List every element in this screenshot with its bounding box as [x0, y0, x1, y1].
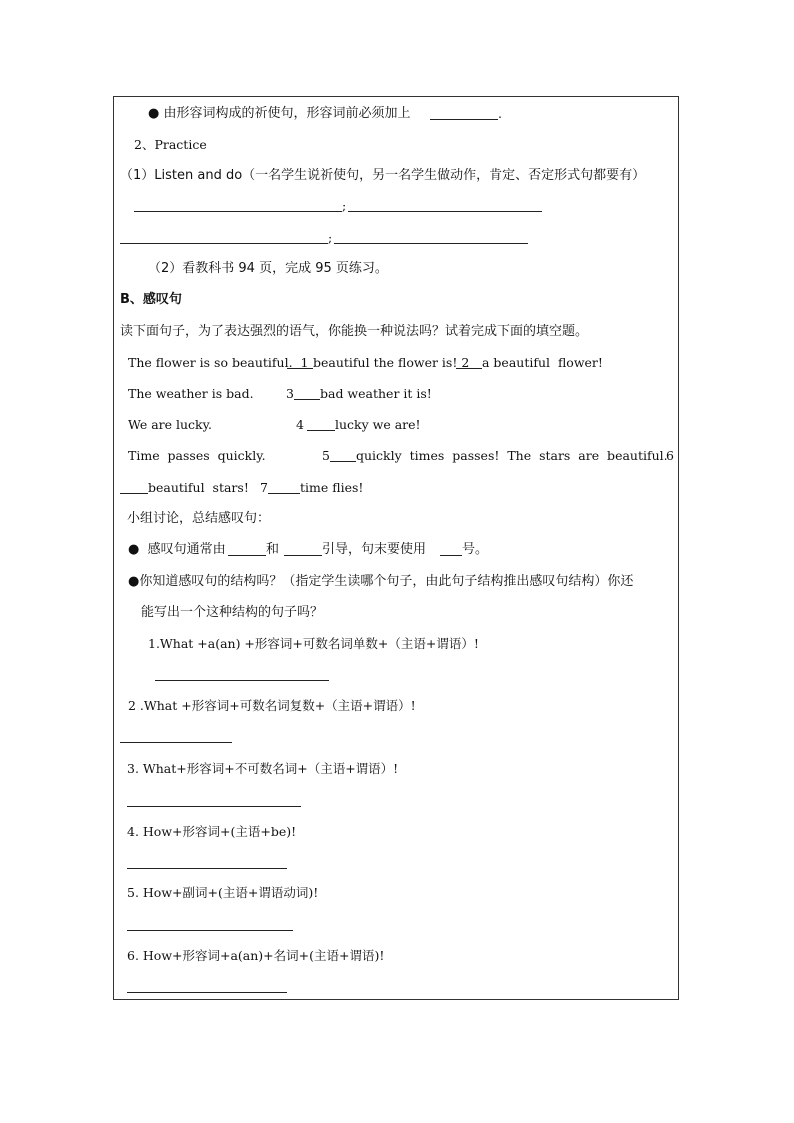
exclamatory-rule-b: 和 [266, 542, 280, 557]
sentence-1: The flower is so beautiful. 1 [128, 355, 309, 370]
answer-blank[interactable] [120, 243, 328, 244]
structure-question-cont: 能写出一个这种结构的句子吗？ [141, 605, 324, 620]
answer-line-2[interactable] [120, 742, 232, 743]
section-heading-exclamatory: B、感叹句 [120, 292, 182, 307]
sentence-1b: beautiful the flower is! 2 [313, 355, 470, 370]
exclamatory-rule-d: 号。 [462, 542, 489, 557]
sentence-5: beautiful stars! [148, 480, 249, 495]
sentence-1c: a beautiful flower! [482, 355, 603, 370]
separator: ; [342, 198, 347, 213]
sentence-4b: quickly times passes! The stars are beautiful. [356, 448, 668, 463]
sentence-3: We are lucky. [128, 417, 212, 432]
answer-line-5[interactable] [127, 930, 293, 931]
structure-2: 2 .What +形容词+可数名词复数+（主语+谓语）! [128, 698, 416, 713]
separator: ; [328, 230, 333, 245]
structure-question: ●你知道感叹句的结构吗？（指定学生读哪个句子，由此句子结构推出感叹句结构）你还 [128, 574, 634, 589]
answer-blank[interactable] [284, 555, 322, 556]
answer-blank[interactable] [440, 555, 462, 556]
blank-number: 3 [286, 386, 294, 401]
period: . [498, 106, 502, 121]
answer-blank[interactable] [430, 119, 498, 120]
listen-and-do-instruction: （1）Listen and do（一名学生说祈使句，另一名学生做动作，肯定、否定形式句都要有） [120, 168, 646, 183]
instruction-text: 读下面句子，为了表达强烈的语气，你能换一种说法吗？试着完成下面的填空题。 [120, 324, 589, 339]
blank-number: 7 [260, 480, 268, 495]
structure-1: 1.What +a(an) +形容词+可数名词单数+（主语+谓语）! [148, 636, 479, 651]
answer-blank[interactable] [134, 211, 342, 212]
structure-4: 4. How+形容词+(主语+be)! [127, 824, 297, 839]
answer-line-4[interactable] [127, 868, 287, 869]
practice-heading: 2、Practice [134, 137, 207, 152]
answer-blank-6[interactable] [120, 493, 148, 494]
textbook-exercise: （2）看教科书 94 页，完成 95 页练习。 [148, 261, 388, 276]
sentence-3b: lucky we are! [335, 417, 421, 432]
blank-number: 6 [666, 448, 674, 463]
rule-imperative-adjective: ● 由形容词构成的祈使句，形容词前必须加上 [148, 106, 411, 121]
structure-3: 3. What+形容词+不可数名词+（主语+谓语）! [127, 761, 399, 776]
answer-blank[interactable] [334, 243, 528, 244]
answer-blank[interactable] [228, 555, 266, 556]
exclamatory-rule-a: ● 感叹句通常由 [128, 542, 226, 557]
blank-number: 5 [322, 448, 330, 463]
answer-blank[interactable] [348, 211, 542, 212]
answer-blank-2[interactable] [456, 368, 482, 369]
exclamatory-rule-c: 引导，句末要使用 [322, 542, 427, 557]
structure-6: 6. How+形容词+a(an)+名词+(主语+谓语)! [127, 948, 385, 963]
sentence-2: The weather is bad. [128, 386, 254, 401]
structure-5: 5. How+副词+(主语+谓语动词)! [127, 885, 319, 900]
answer-line-3[interactable] [127, 806, 301, 807]
answer-line-6[interactable] [127, 992, 287, 993]
answer-blank-7[interactable] [268, 493, 300, 494]
sentence-4: Time passes quickly. [128, 448, 266, 463]
answer-blank-1[interactable] [287, 368, 313, 369]
group-discussion: 小组讨论，总结感叹句： [127, 511, 271, 526]
answer-blank-4[interactable] [307, 430, 335, 431]
sentence-5b: time flies! [300, 480, 364, 495]
answer-blank-3[interactable] [294, 399, 320, 400]
answer-line-1[interactable] [155, 680, 329, 681]
blank-number: 4 [296, 417, 304, 432]
sentence-2b: bad weather it is! [320, 386, 432, 401]
answer-blank-5[interactable] [330, 461, 356, 462]
